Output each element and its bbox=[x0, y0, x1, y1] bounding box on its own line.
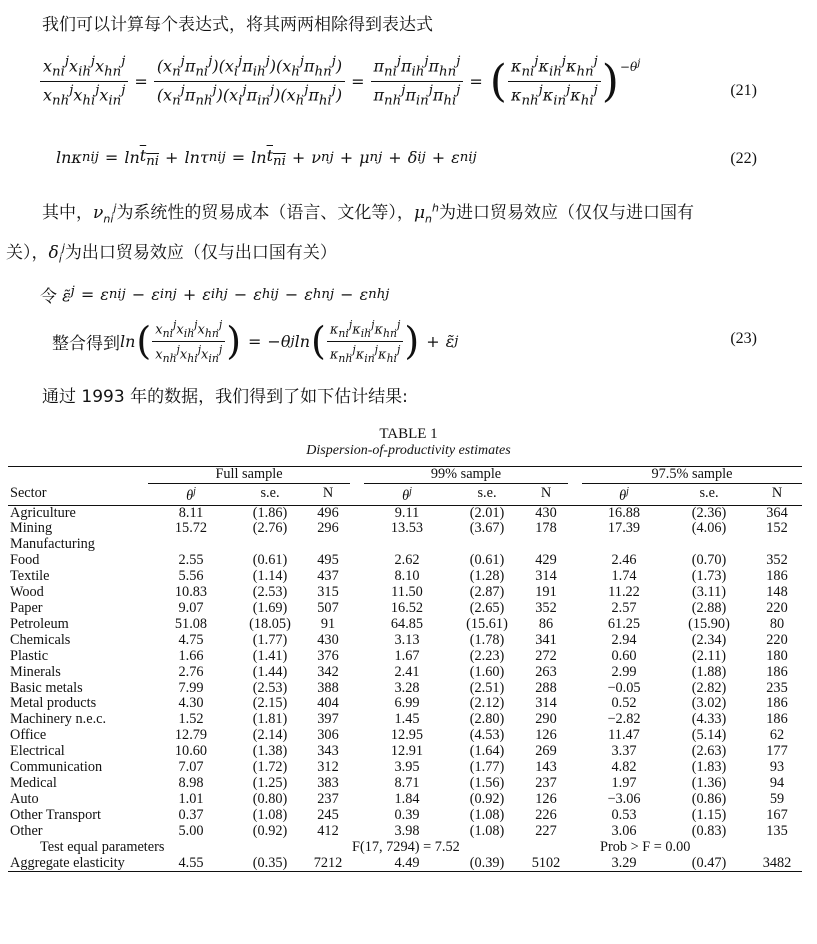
equation-21: $\frac{x_{ni}^jx_{ih}^jx_{hn}^j}{x_{nh}^jx_{hi}^jx_{in}^j}$ = $\frac{(x_n^j\pi_{ni}^j)(x_i^j\pi_{ih}^j)(x_h^j\pi_{hn}^j)}{(x_n^j\pi_{nh}^j)(x_i^j\pi_{in}^j)(x_h^j\pi_{hi}^j)}$ = $\frac{\pi_{ni}^j\pi_{ih}^j\pi_{hn}^j}{\pi_{nh}^j\pi_{in}^j\pi_{hi}^j}$ = ( $\frac{\kappa_{ni}^j\kappa_{ih}^j\kappa_{hn}^j}{\kappa_{nh}^j\kappa_{in}^j\kappa_{hi}^j}$ ) $-\theta^j$ bbox=[40, 54, 640, 108]
table-cell: −2.82 bbox=[607, 711, 641, 728]
table-cell: 3.98 bbox=[394, 822, 420, 839]
sector-name: Chemicals bbox=[10, 631, 71, 648]
table-cell: 135 bbox=[766, 822, 788, 839]
table-cell bbox=[752, 537, 802, 553]
table-cell: (1.69) bbox=[252, 600, 288, 617]
table-cell: 4.82 bbox=[611, 759, 637, 776]
table-cell: 186 bbox=[766, 711, 788, 728]
table-cell: 6.99 bbox=[394, 695, 420, 712]
agg-cell: 3482 bbox=[762, 854, 792, 871]
table-row bbox=[8, 776, 802, 792]
table-cell: (1.36) bbox=[691, 774, 727, 791]
table-cell bbox=[666, 537, 752, 553]
table-cell: 148 bbox=[766, 584, 788, 601]
table-row bbox=[8, 553, 802, 569]
table-cell: 352 bbox=[766, 552, 788, 569]
sector-name: Metal products bbox=[10, 695, 97, 712]
table-cell: (0.86) bbox=[691, 790, 727, 807]
table-cell: 13.53 bbox=[390, 520, 424, 537]
table-cell: (1.78) bbox=[469, 631, 505, 648]
table-cell: 186 bbox=[766, 695, 788, 712]
table-cell: 429 bbox=[535, 552, 557, 569]
table-cell: 59 bbox=[769, 790, 785, 807]
sector-name: Auto bbox=[10, 790, 39, 807]
group-full-sample: Full sample bbox=[148, 467, 350, 484]
table-cell: (1.86) bbox=[252, 504, 288, 521]
agg-cell: 5102 bbox=[531, 854, 561, 871]
table-cell: (1.73) bbox=[691, 568, 727, 585]
table-cell: 1.45 bbox=[394, 711, 420, 728]
table-cell: 2.55 bbox=[178, 552, 204, 569]
table-cell: 3.37 bbox=[611, 743, 637, 760]
table-row bbox=[8, 744, 802, 760]
table-cell bbox=[582, 537, 666, 553]
table-cell: 0.53 bbox=[611, 806, 637, 823]
table-cell: 3.28 bbox=[394, 679, 420, 696]
table-cell: 3.13 bbox=[394, 631, 420, 648]
table-cell: 495 bbox=[317, 552, 339, 569]
table-cell bbox=[306, 537, 350, 553]
table-cell: 16.88 bbox=[607, 504, 641, 521]
explanation-line-1: 其中，$\nu_{ni}^j$为系统性的贸易成本（语言、文化等），$\mu_n^h$为进口贸易效应（仅仅与进口国有 bbox=[42, 201, 694, 226]
table-subtitle: Dispersion-of-productivity estimates bbox=[306, 443, 511, 458]
table-cell: 191 bbox=[535, 584, 557, 601]
table-cell: 507 bbox=[317, 600, 339, 617]
table-cell: 2.62 bbox=[394, 552, 420, 569]
table-row bbox=[8, 808, 802, 824]
agg-cell: 4.49 bbox=[394, 854, 420, 871]
table-cell: 1.67 bbox=[394, 647, 420, 664]
sector-name: Petroleum bbox=[10, 615, 69, 632]
table-cell: 290 bbox=[535, 711, 557, 728]
table-cell: 7.99 bbox=[178, 679, 204, 696]
table-cell: 263 bbox=[535, 663, 557, 680]
table-cell: 412 bbox=[317, 822, 339, 839]
table-cell: (1.28) bbox=[469, 568, 505, 585]
table-cell: 1.66 bbox=[178, 647, 204, 664]
table-cell: −0.05 bbox=[607, 679, 641, 696]
table-cell: 404 bbox=[317, 695, 339, 712]
table-cell: (1.08) bbox=[469, 806, 505, 823]
table-cell: 343 bbox=[317, 743, 339, 760]
sector-name: Paper bbox=[10, 600, 43, 617]
table-row bbox=[8, 760, 802, 776]
table-cell bbox=[148, 537, 234, 553]
table-cell: 64.85 bbox=[390, 615, 424, 632]
table-cell: (2.12) bbox=[469, 695, 505, 712]
table-cell: (2.65) bbox=[469, 600, 505, 617]
table-cell: 177 bbox=[766, 743, 788, 760]
table-cell: 8.71 bbox=[394, 774, 420, 791]
table-cell: (1.56) bbox=[469, 774, 505, 791]
sector-name: Electrical bbox=[10, 743, 65, 760]
table-cell: 178 bbox=[535, 520, 557, 537]
table-cell: 237 bbox=[317, 790, 339, 807]
table-row bbox=[8, 649, 802, 665]
col-n: N bbox=[771, 485, 783, 502]
table-cell: (1.88) bbox=[691, 663, 727, 680]
table-cell: (2.76) bbox=[252, 520, 288, 537]
table-cell: (0.80) bbox=[252, 790, 288, 807]
table-cell: 496 bbox=[317, 504, 339, 521]
table-cell: 4.30 bbox=[178, 695, 204, 712]
table-cell: (1.41) bbox=[252, 647, 288, 664]
sector-name: Office bbox=[10, 727, 47, 744]
table-cell: (2.01) bbox=[469, 504, 505, 521]
sector-name: Food bbox=[10, 552, 40, 569]
table-cell: (2.23) bbox=[469, 647, 505, 664]
productivity-table bbox=[8, 466, 802, 872]
table-cell: 10.60 bbox=[174, 743, 208, 760]
table-cell: 8.11 bbox=[178, 504, 204, 521]
table-cell: 5.56 bbox=[178, 568, 204, 585]
table-cell: 1.74 bbox=[611, 568, 637, 585]
table-cell: (1.08) bbox=[469, 822, 505, 839]
table-cell: (5.14) bbox=[691, 727, 727, 744]
table-cell: 2.94 bbox=[611, 631, 637, 648]
table-cell: 341 bbox=[535, 631, 557, 648]
table-cell: 12.95 bbox=[390, 727, 424, 744]
table-cell: 61.25 bbox=[607, 615, 641, 632]
table-cell: 180 bbox=[766, 647, 788, 664]
table-cell: 16.52 bbox=[390, 600, 424, 617]
col-sector: Sector bbox=[10, 485, 47, 502]
group-99-sample: 99% sample bbox=[364, 467, 568, 484]
table-row bbox=[8, 617, 802, 633]
table-cell: 167 bbox=[766, 806, 788, 823]
table-cell: 352 bbox=[535, 600, 557, 617]
table-row bbox=[8, 585, 802, 601]
col-n: N bbox=[540, 485, 552, 502]
table-cell: (2.15) bbox=[252, 695, 288, 712]
table-cell: (0.83) bbox=[691, 822, 727, 839]
table-cell: 186 bbox=[766, 568, 788, 585]
table-cell: 126 bbox=[535, 790, 557, 807]
table-cell: 388 bbox=[317, 679, 339, 696]
table-cell: (3.02) bbox=[691, 695, 727, 712]
col-se: s.e. bbox=[260, 485, 280, 502]
table-row bbox=[8, 521, 802, 537]
table-cell: (18.05) bbox=[249, 615, 291, 632]
table-cell: (2.34) bbox=[691, 631, 727, 648]
table-cell: (2.51) bbox=[469, 679, 505, 696]
col-se: s.e. bbox=[477, 485, 497, 502]
table-cell: 288 bbox=[535, 679, 557, 696]
table-cell bbox=[234, 537, 306, 553]
data-intro-text: 通过 1993 年的数据，我们得到了如下估计结果: bbox=[42, 387, 408, 407]
agg-cell: (0.35) bbox=[252, 854, 288, 871]
table-cell: 9.07 bbox=[178, 600, 204, 617]
table-cell: 62 bbox=[769, 727, 785, 744]
table-cell: 314 bbox=[535, 695, 557, 712]
table-cell: 91 bbox=[320, 615, 336, 632]
table-cell: 11.50 bbox=[391, 584, 423, 601]
table-cell: 4.75 bbox=[178, 631, 204, 648]
table-cell: (1.77) bbox=[469, 759, 505, 776]
table-cell: 11.22 bbox=[608, 584, 640, 601]
table-cell: 383 bbox=[317, 774, 339, 791]
table-cell: 227 bbox=[535, 822, 557, 839]
col-theta: $\theta^j$ bbox=[619, 485, 629, 504]
table-row bbox=[8, 681, 802, 697]
table-cell: 3.06 bbox=[611, 822, 637, 839]
equation-23: 整合得到 ln ( $\frac{x_{ni}^jx_{ih}^jx_{hn}^j}{x_{nh}^jx_{hi}^jx_{in}^j}$ ) = −θ j ln ( $\frac{\kappa_{ni}^j\kappa_{ih}^j\kappa_{hn}^j}{\kappa_{nh}^j\kappa_{in}^j\kappa_{hi}^j}$ ) + ε̃ j bbox=[52, 318, 459, 365]
table-cell: (15.61) bbox=[466, 615, 508, 632]
table-cell: 93 bbox=[769, 759, 785, 776]
sector-name: Other Transport bbox=[10, 806, 101, 823]
table-cell: (4.33) bbox=[691, 711, 727, 728]
table-cell: 152 bbox=[766, 520, 788, 537]
table-cell: 235 bbox=[766, 679, 788, 696]
table-cell: (1.77) bbox=[252, 631, 288, 648]
table-cell: (1.72) bbox=[252, 759, 288, 776]
table-cell: 314 bbox=[535, 568, 557, 585]
sector-name: Plastic bbox=[10, 647, 49, 664]
test-prob: Prob > F = 0.00 bbox=[600, 838, 691, 855]
table-cell: (2.87) bbox=[469, 584, 505, 601]
table-cell: 1.84 bbox=[394, 790, 420, 807]
agg-label: Aggregate elasticity bbox=[10, 854, 125, 871]
table-cell: 86 bbox=[538, 615, 554, 632]
table-cell: 376 bbox=[317, 647, 339, 664]
table-cell: 9.11 bbox=[394, 504, 420, 521]
sector-name: Medical bbox=[10, 774, 57, 791]
sector-name: Manufacturing bbox=[10, 536, 95, 553]
table-cell: 306 bbox=[317, 727, 339, 744]
table-cell bbox=[450, 537, 524, 553]
table-row bbox=[8, 728, 802, 744]
table-cell: 245 bbox=[317, 806, 339, 823]
table-row bbox=[8, 537, 802, 553]
col-theta: $\theta^j$ bbox=[186, 485, 196, 504]
sector-name: Agriculture bbox=[10, 504, 76, 521]
test-label: Test equal parameters bbox=[40, 838, 165, 855]
agg-cell: 7212 bbox=[313, 854, 343, 871]
table-cell: (2.14) bbox=[252, 727, 288, 744]
table-row bbox=[8, 696, 802, 712]
table-cell: (0.70) bbox=[691, 552, 727, 569]
table-cell: (1.81) bbox=[252, 711, 288, 728]
sector-name: Textile bbox=[10, 568, 50, 585]
table-cell: (2.63) bbox=[691, 743, 727, 760]
table-cell: 2.57 bbox=[611, 600, 637, 617]
table-row bbox=[8, 569, 802, 585]
table-cell: 7.07 bbox=[178, 759, 204, 776]
col-n: N bbox=[322, 485, 334, 502]
table-cell: 226 bbox=[535, 806, 557, 823]
table-cell: 0.52 bbox=[611, 695, 637, 712]
table-cell: 397 bbox=[317, 711, 339, 728]
table-cell: 430 bbox=[535, 504, 557, 521]
table-cell: (2.88) bbox=[691, 600, 727, 617]
table-cell: 17.39 bbox=[607, 520, 641, 537]
table-cell: (4.53) bbox=[469, 727, 505, 744]
agg-cell: (0.39) bbox=[469, 854, 505, 871]
table-cell: (1.38) bbox=[252, 743, 288, 760]
table-cell: (0.92) bbox=[469, 790, 505, 807]
table-cell: 269 bbox=[535, 743, 557, 760]
col-se: s.e. bbox=[699, 485, 719, 502]
table-cell: (2.82) bbox=[691, 679, 727, 696]
table-cell: (3.11) bbox=[691, 584, 726, 601]
table-cell: 296 bbox=[317, 520, 339, 537]
table-cell: 186 bbox=[766, 663, 788, 680]
table-row bbox=[8, 601, 802, 617]
table-cell: (1.44) bbox=[252, 663, 288, 680]
sector-name: Mining bbox=[10, 520, 53, 537]
table-cell: 11.47 bbox=[608, 727, 640, 744]
table-cell: (3.67) bbox=[469, 520, 505, 537]
table-cell: 80 bbox=[769, 615, 785, 632]
table-cell: 272 bbox=[535, 647, 557, 664]
table-cell: 51.08 bbox=[174, 615, 208, 632]
table-cell: 2.99 bbox=[611, 663, 637, 680]
table-cell: 220 bbox=[766, 631, 788, 648]
table-cell: −3.06 bbox=[607, 790, 641, 807]
table-cell: 12.79 bbox=[174, 727, 208, 744]
table-cell: 0.39 bbox=[394, 806, 420, 823]
table-cell: 430 bbox=[317, 631, 339, 648]
table-cell: 3.95 bbox=[394, 759, 420, 776]
equation-21-number: (21) bbox=[730, 82, 757, 99]
table-cell: 10.83 bbox=[174, 584, 208, 601]
table-cell: 0.37 bbox=[178, 806, 204, 823]
table-row bbox=[8, 505, 802, 521]
table-cell: (0.61) bbox=[252, 552, 288, 569]
table-cell: (2.11) bbox=[691, 647, 726, 664]
table-cell: 0.60 bbox=[611, 647, 637, 664]
table-cell: 237 bbox=[535, 774, 557, 791]
table-cell: 220 bbox=[766, 600, 788, 617]
intro-text: 我们可以计算每个表达式，将其两两相除得到表达式 bbox=[42, 15, 433, 35]
table-cell: (1.08) bbox=[252, 806, 288, 823]
table-cell: (1.15) bbox=[691, 806, 727, 823]
table-cell: 12.91 bbox=[390, 743, 424, 760]
table-row bbox=[8, 665, 802, 681]
col-theta: $\theta^j$ bbox=[402, 485, 412, 504]
table-title: TABLE 1 bbox=[379, 426, 438, 442]
table-cell bbox=[364, 537, 450, 553]
table-cell: 94 bbox=[769, 774, 785, 791]
equation-23-number: (23) bbox=[730, 330, 757, 347]
table-cell: 8.98 bbox=[178, 774, 204, 791]
test-f-stat: F(17, 7294) = 7.52 bbox=[352, 838, 460, 855]
table-cell: (0.61) bbox=[469, 552, 505, 569]
table-cell: 2.46 bbox=[611, 552, 637, 569]
table-cell: 8.10 bbox=[394, 568, 420, 585]
sector-name: Wood bbox=[10, 584, 44, 601]
table-cell: (1.25) bbox=[252, 774, 288, 791]
table-row bbox=[8, 633, 802, 649]
table-cell: 2.41 bbox=[394, 663, 420, 680]
agg-cell: 3.29 bbox=[611, 854, 637, 871]
table-cell: 1.97 bbox=[611, 774, 637, 791]
table-row bbox=[8, 712, 802, 728]
table-cell: (0.92) bbox=[252, 822, 288, 839]
agg-cell: 4.55 bbox=[178, 854, 204, 871]
table-row bbox=[8, 824, 802, 840]
sector-name: Other bbox=[10, 822, 43, 839]
table-cell: (4.06) bbox=[691, 520, 727, 537]
table-cell: (1.64) bbox=[469, 743, 505, 760]
table-cell: 342 bbox=[317, 663, 339, 680]
table-cell: (2.36) bbox=[691, 504, 727, 521]
table-cell: 312 bbox=[317, 759, 339, 776]
explanation-line-2: 关），$\delta_i^j$为出口贸易效应（仅与出口国有关） bbox=[6, 241, 337, 266]
table-cell: (2.80) bbox=[469, 711, 505, 728]
equation-22-number: (22) bbox=[730, 150, 757, 167]
table-row bbox=[8, 792, 802, 808]
table-cell: 437 bbox=[317, 568, 339, 585]
table-cell: (15.90) bbox=[688, 615, 730, 632]
sector-name: Machinery n.e.c. bbox=[10, 711, 107, 728]
epsilon-definition: 令 ε̃$^j$ = ε ni j − ε in j + ε ih j − ε hi j − ε hn j − ε nh j bbox=[40, 283, 390, 307]
table-cell bbox=[524, 537, 568, 553]
table-cell: 2.76 bbox=[178, 663, 204, 680]
table-cell: (2.53) bbox=[252, 679, 288, 696]
table-cell: 15.72 bbox=[174, 520, 208, 537]
table-cell: (1.83) bbox=[691, 759, 727, 776]
equation-22: lnκ ni j = ln $t_{ni}$ + lnτ ni j = ln $t_{ni}$ + ν n j + μ n j + δ i j + ε ni j bbox=[56, 146, 477, 170]
sector-name: Minerals bbox=[10, 663, 61, 680]
table-cell: 315 bbox=[317, 584, 339, 601]
agg-cell: (0.47) bbox=[691, 854, 727, 871]
sector-name: Basic metals bbox=[10, 679, 83, 696]
sector-name: Communication bbox=[10, 759, 103, 776]
table-cell: (1.14) bbox=[252, 568, 288, 585]
group-975-sample: 97.5% sample bbox=[582, 467, 802, 484]
table-cell: 143 bbox=[535, 759, 557, 776]
table-cell: 126 bbox=[535, 727, 557, 744]
aggregate-row bbox=[8, 856, 802, 872]
table-cell: 1.01 bbox=[178, 790, 204, 807]
table-cell: 1.52 bbox=[178, 711, 204, 728]
table-cell: 364 bbox=[766, 504, 788, 521]
table-cell: (1.60) bbox=[469, 663, 505, 680]
table-cell: (2.53) bbox=[252, 584, 288, 601]
table-cell: 5.00 bbox=[178, 822, 204, 839]
